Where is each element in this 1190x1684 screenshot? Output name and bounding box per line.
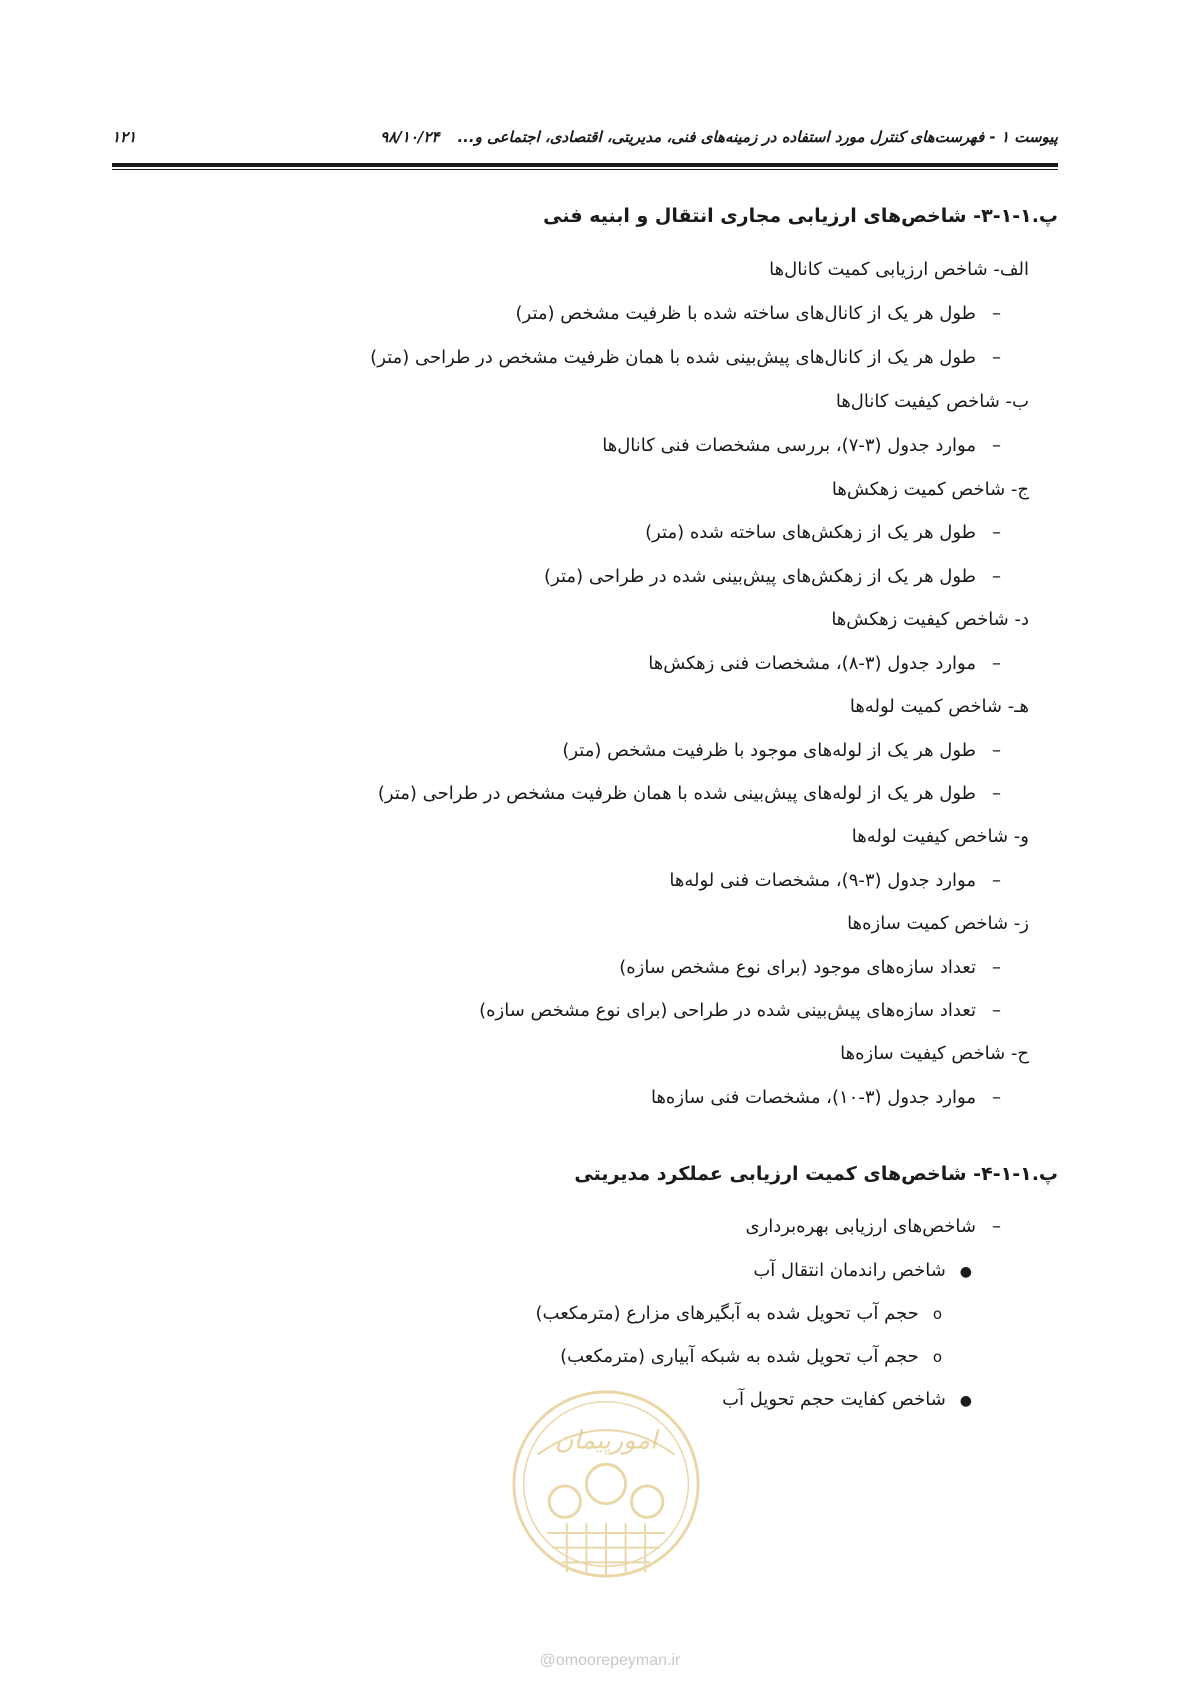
dash-marker: – <box>992 522 1001 543</box>
subsection-label: ج- شاخص کمیت زهکش‌ها <box>831 479 1029 500</box>
sub-bullet-item-text: حجم آب تحویل شده به آبگیرهای مزارع (مترمکعب) <box>535 1303 919 1324</box>
page-number: ۱۲۱ <box>112 128 137 146</box>
dash-marker: – <box>992 1216 1001 1237</box>
header-rule-thin <box>112 169 1058 170</box>
list-item <box>479 1000 1001 1021</box>
list-item-text: موارد جدول (۳-۹)، مشخصات فنی لوله‌ها <box>669 870 976 891</box>
list-item <box>602 435 1001 456</box>
list-item-text: طول هر یک از زهکش‌های ساخته شده (متر) <box>645 522 976 543</box>
dash-marker: – <box>992 740 1001 761</box>
subsection-label: ز- شاخص کمیت سازه‌ها <box>847 913 1029 934</box>
dash-marker: – <box>992 957 1001 978</box>
list-item-text: طول هر یک از لوله‌های پیش‌بینی شده با همان ظرفیت مشخص در طراحی (متر) <box>377 783 976 804</box>
dash-marker: – <box>992 347 1001 368</box>
header-rule-thick <box>112 163 1058 167</box>
list-item <box>619 957 1001 978</box>
dash-marker: – <box>992 653 1001 674</box>
sub-bullet-item-text: حجم آب تحویل شده به شبکه آبیاری (مترمکعب) <box>560 1346 919 1367</box>
page-header <box>112 128 1058 152</box>
header-title-text: پیوست ۱ - فهرست‌های کنترل مورد استفاده در زمینه‌های فنی، مدیریتی، اقتصادی، اجتماعی و... <box>457 128 1058 146</box>
list-item <box>370 347 1001 368</box>
dash-marker: – <box>992 1087 1001 1108</box>
list-item-text: تعداد سازه‌های موجود (برای نوع مشخص سازه) <box>619 957 976 978</box>
list-item-text: موارد جدول (۳-۱۰)، مشخصات فنی سازه‌ها <box>650 1087 976 1108</box>
dash-marker: – <box>992 435 1001 456</box>
list-item-text: موارد جدول (۳-۸)، مشخصات فنی زهکش‌ها <box>648 653 976 674</box>
list-item <box>562 740 1001 761</box>
list-item <box>516 303 1001 324</box>
header-title <box>380 128 1058 146</box>
list-item <box>645 522 1001 543</box>
watermark-seal <box>508 1386 704 1582</box>
subsection-label: الف- شاخص ارزیابی کمیت کانال‌ها <box>769 259 1029 280</box>
subsection-label: هـ- شاخص کمیت لوله‌ها <box>849 696 1029 717</box>
list-item-text: طول هر یک از لوله‌های موجود با ظرفیت مشخص (متر) <box>562 740 976 761</box>
bullet-marker: ● <box>959 1393 972 1409</box>
dash-marker: – <box>992 1000 1001 1021</box>
subsection-label: ح- شاخص کیفیت سازه‌ها <box>840 1043 1029 1064</box>
dash-marker: – <box>992 303 1001 324</box>
list-item-text: شاخص‌های ارزیابی بهره‌برداری <box>745 1216 976 1237</box>
dash-marker: – <box>992 783 1001 804</box>
header-date: ۹۸/۱۰/۲۴ <box>380 128 440 146</box>
circle-marker: o <box>932 1305 942 1323</box>
section-heading: پ.۱-۱-۳- شاخص‌های ارزیابی مجاری انتقال و ابنیه فنی <box>543 205 1058 227</box>
list-item-text: موارد جدول (۳-۷)، بررسی مشخصات فنی کانال‌ها <box>602 435 976 456</box>
list-item <box>378 783 1001 804</box>
watermark-site: @omoorepeyman.ir <box>539 1652 681 1669</box>
seal-text: امورپیمان <box>554 1425 658 1456</box>
bullet-item-text: شاخص راندمان انتقال آب <box>753 1260 946 1281</box>
section-heading: پ.۱-۱-۴- شاخص‌های کمیت ارزیابی عملکرد مدیریتی <box>574 1163 1058 1185</box>
list-item-text: طول هر یک از زهکش‌های پیش‌بینی شده در طراحی (متر) <box>544 566 976 587</box>
bullet-marker: ● <box>959 1264 972 1280</box>
bullet-item-text: شاخص کفایت حجم تحویل آب <box>722 1389 946 1410</box>
sub-bullet-item <box>560 1346 942 1367</box>
bullet-item <box>753 1260 972 1281</box>
list-item-text: طول هر یک از کانال‌های ساخته شده با ظرفیت مشخص (متر) <box>515 303 976 324</box>
list-item <box>745 1216 1001 1237</box>
list-item-text: طول هر یک از کانال‌های پیش‌بینی شده با همان ظرفیت مشخص در طراحی (متر) <box>370 347 976 368</box>
list-item <box>651 1087 1001 1108</box>
list-item <box>544 566 1001 587</box>
list-item <box>648 653 1001 674</box>
dash-marker: – <box>992 870 1001 891</box>
subsection-label: د- شاخص کیفیت زهکش‌ها <box>831 609 1029 630</box>
dash-marker: – <box>992 566 1001 587</box>
subsection-label: ب- شاخص کیفیت کانال‌ها <box>835 391 1029 412</box>
bullet-item <box>722 1389 972 1410</box>
subsection-label: و- شاخص کیفیت لوله‌ها <box>851 826 1029 847</box>
list-item-text: تعداد سازه‌های پیش‌بینی شده در طراحی (برای نوع مشخص سازه) <box>479 1000 976 1021</box>
list-item <box>669 870 1001 891</box>
circle-marker: o <box>932 1348 942 1366</box>
sub-bullet-item <box>536 1303 942 1324</box>
